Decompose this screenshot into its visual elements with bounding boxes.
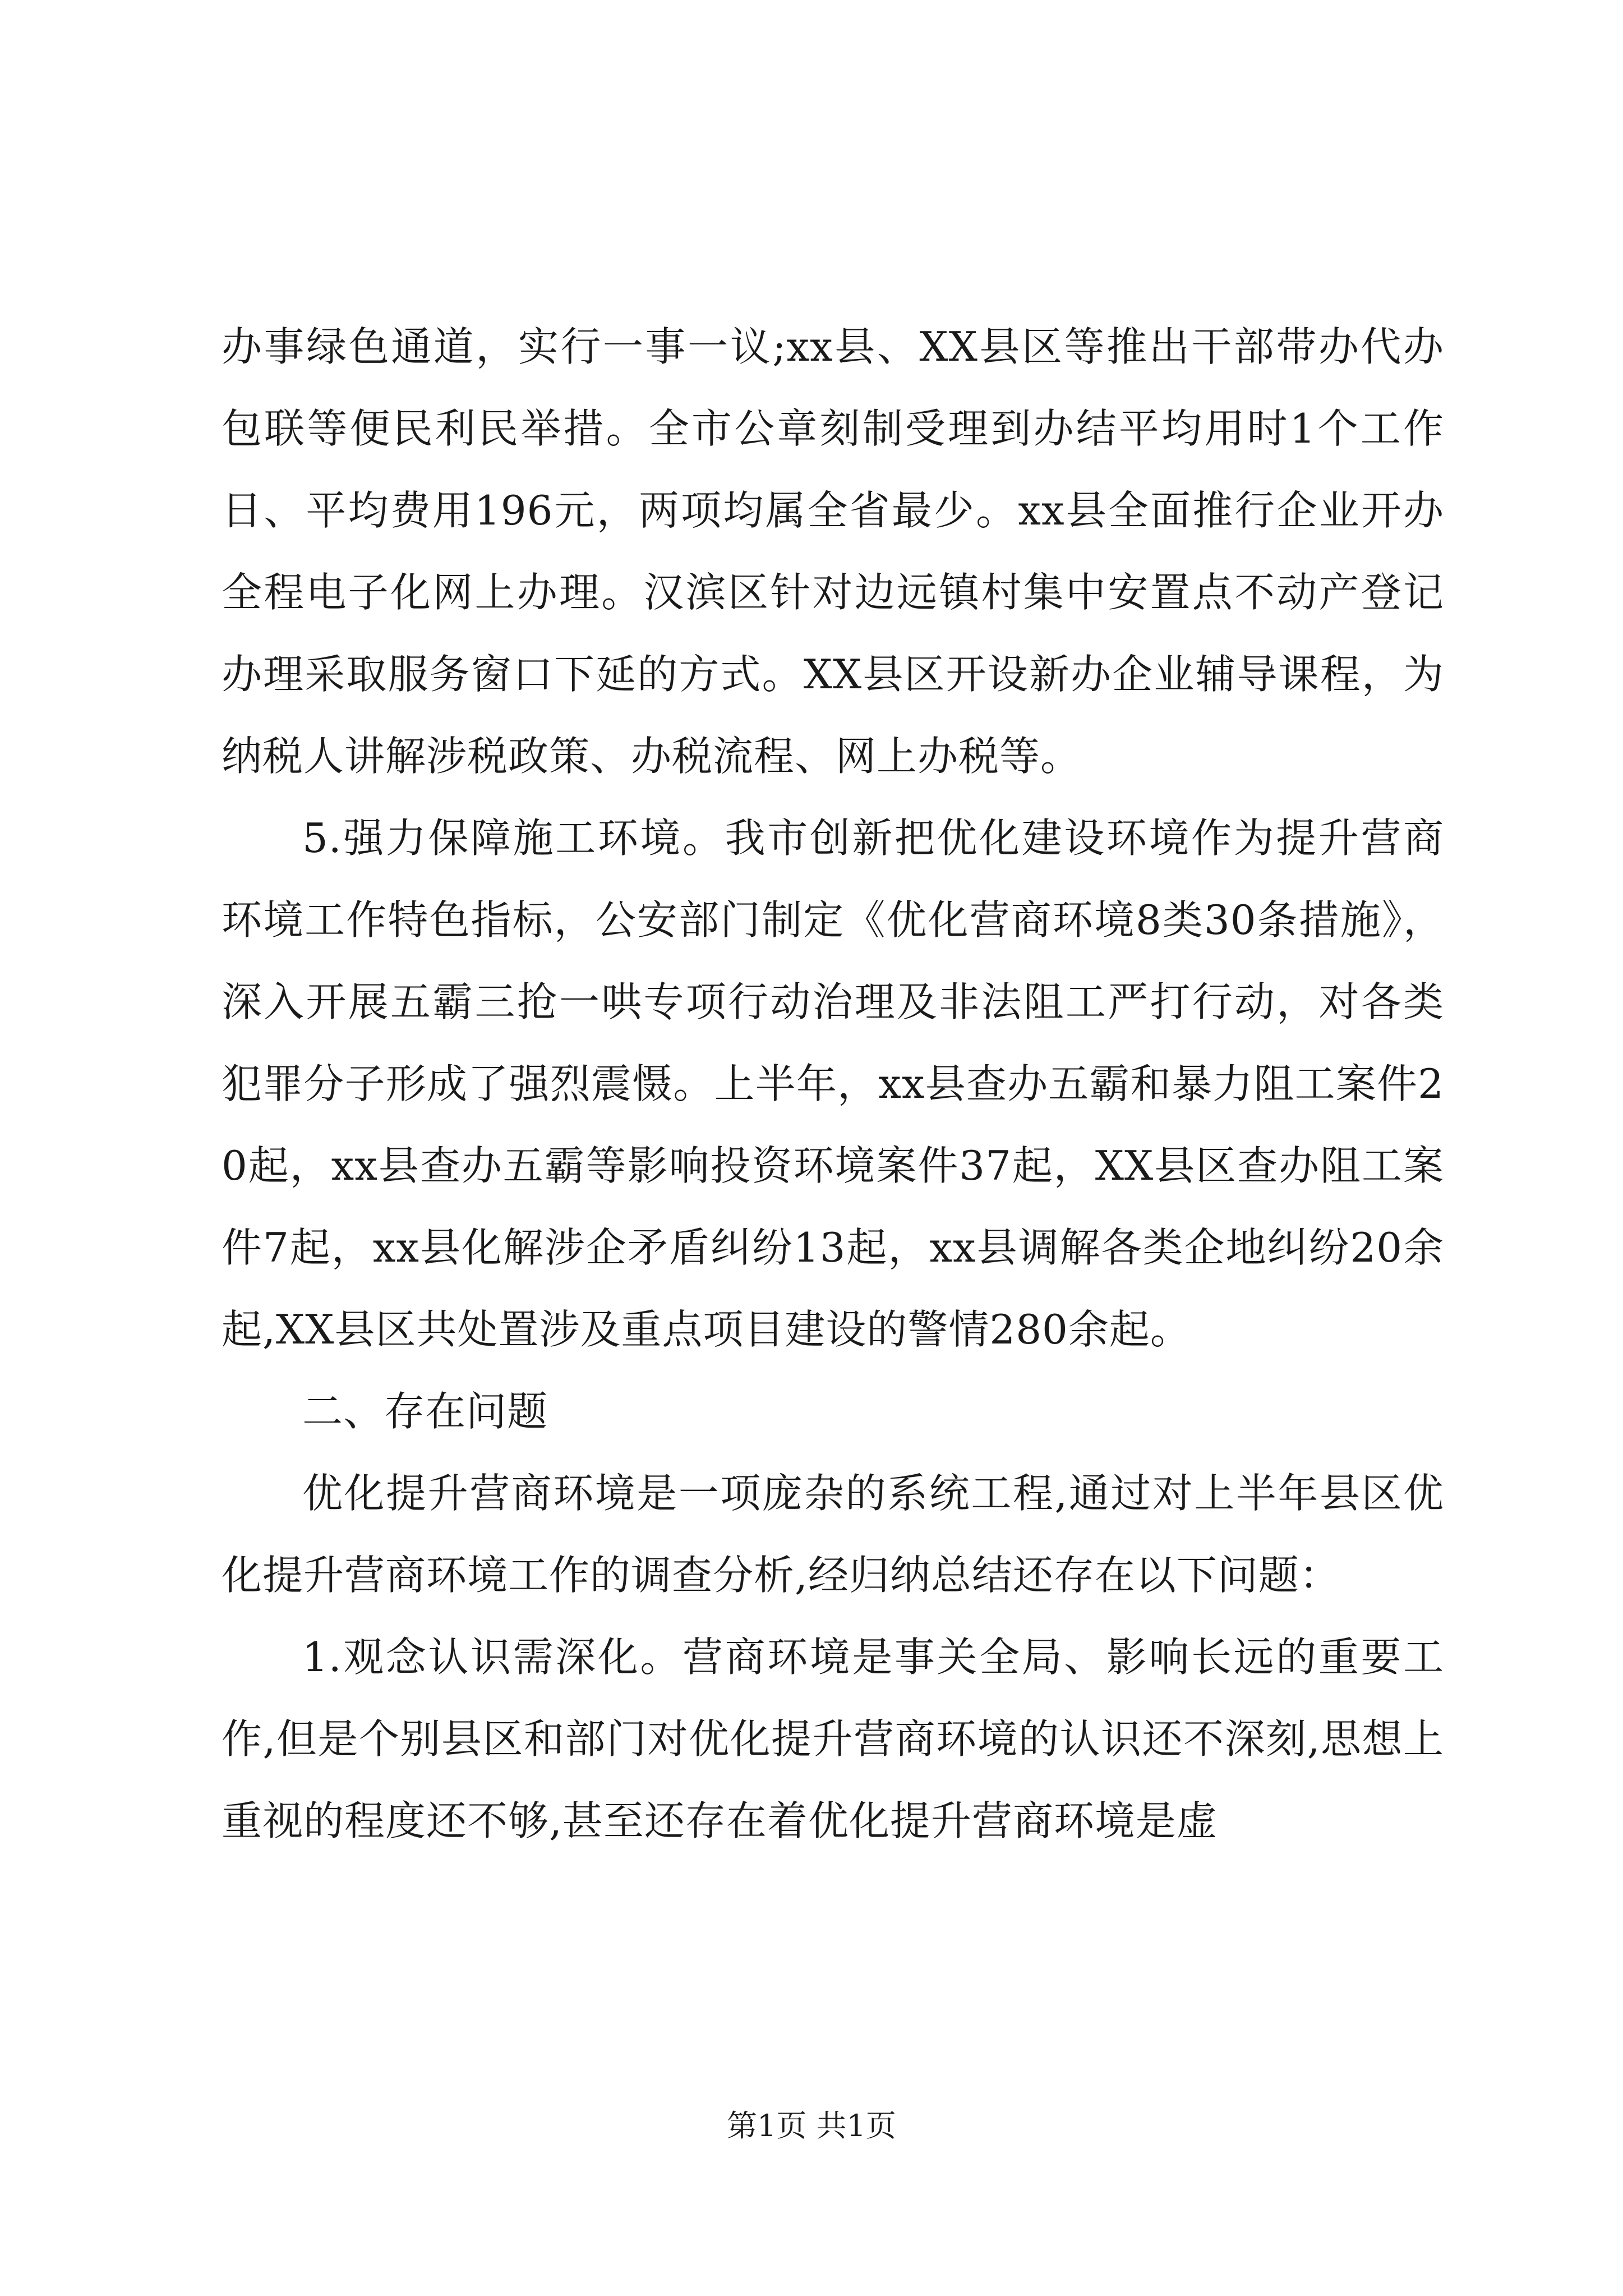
document-body xyxy=(222,306,1444,1862)
paragraph-1: 办事绿色通道，实行一事一议;xx县、XX县区等推出干部带办代办包联等便民利民举措。全市公章刻制受理到办结平均用时1个工作日、平均费用196元，两项均属全省最少。xx县全面推行企业开办全程电子化网上办理。汉滨区针对边远镇村集中安置点不动产登记办理采取服务窗口下延的方式。XX县区开设新办企业辅导课程，为纳税人讲解涉税政策、办税流程、网上办税等。 xyxy=(222,323,1444,780)
paragraph-2: 5.强力保障施工环境。我市创新把优化建设环境作为提升营商环境工作特色指标，公安部门制定《优化营商环境8类30条措施》，深入开展五霸三抢一哄专项行动治理及非法阻工严打行动，对各类犯罪分子形成了强烈震慑。上半年，xx县查办五霸和暴力阻工案件20起，xx县查办五霸等影响投资环境案件37起，XX县区查办阻工案件7起，xx县化解涉企矛盾纠纷13起，xx县调解各类企地纠纷20余起,XX县区共处置涉及重点项目建设的警情280余起。 xyxy=(222,815,1444,1353)
section-heading: 二、存在问题 xyxy=(302,1388,548,1435)
paragraph-4: 1.观念认识需深化。营商环境是事关全局、影响长远的重要工作,但是个别县区和部门对优化提升营商环境的认识还不深刻,思想上重视的程度还不够,甚至还存在着优化提升营商环境是虚 xyxy=(222,1634,1444,1844)
paragraph-3: 优化提升营商环境是一项庞杂的系统工程,通过对上半年县区优化提升营商环境工作的调查分析,经归纳总结还存在以下问题： xyxy=(222,1470,1444,1599)
page-footer: 第1页 共1页 xyxy=(727,2108,896,2143)
